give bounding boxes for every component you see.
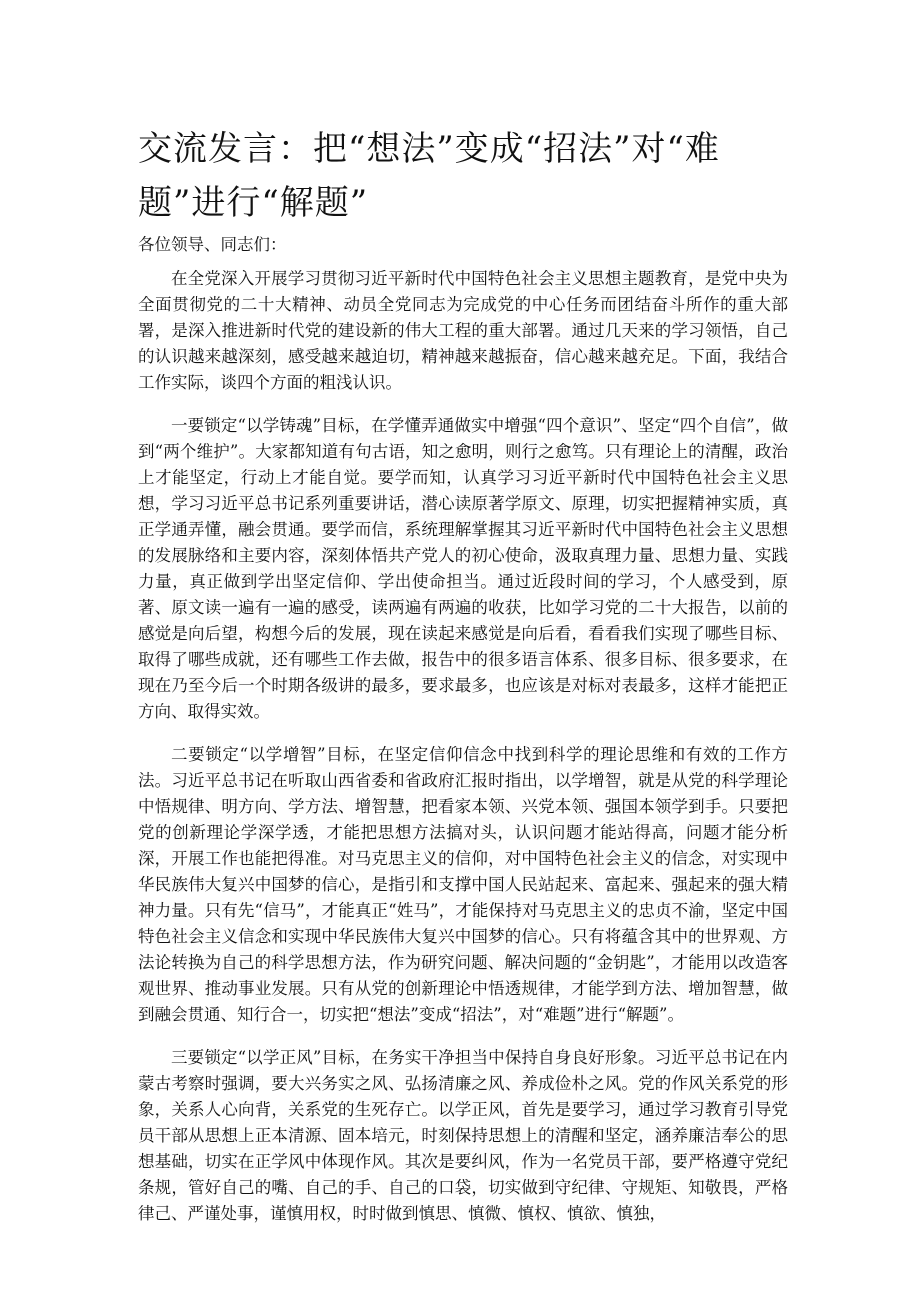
document-title: 交流发言：把“想法”变成“招法”对“难题”进行“解题” [138,129,720,223]
paragraph-intro: 在全党深入开展学习贯彻习近平新时代中国特色社会主义思想主题教育，是党中央为全面贯彻党的二十大精神、动员全党同志为完成党的中心任务而团结奋斗所作的重大部署，是深入推进新时代党的建设新的伟大工程的重大部署。通过几天来的学习领悟，自己的认识越来越深刻，感受越来越迫切，精神越来越振奋，信心越来越充足。下面，我结合工作实际，谈四个方面的粗浅认识。 [138,269,788,392]
salutation: 各位领导、同志们： [138,235,287,254]
paragraph-third-point: 三要锁定“以学正风”目标，在务实干净担当中保持自身良好形象。习近平总书记在内蒙古考察时强调，要大兴务实之风、弘扬清廉之风、养成俭朴之风。党的作风关系党的形象，关系人心向背，关系党的生死存亡。以学正风，首先是要学习，通过学习教育引导党员干部从思想上正本清源、固本培元，时刻保持思想上的清醒和坚定，涵养廉洁奉公的思想基础，切实在正学风中体现作风。其次是要纠风，作为一名党员干部，要严格遵守党纪条规，管好自己的嘴、自己的手、自己的口袋，切实做到守纪律、守规矩、知敬畏，严格律己、严谨处事，谨慎用权，时时做到慎思、慎微、慎权、慎欲、慎独， [138,1048,788,1223]
paragraph-second-point: 二要锁定“以学增智”目标，在坚定信仰信念中找到科学的理论思维和有效的工作方法。习近平总书记在听取山西省委和省政府汇报时指出，以学增智，就是从党的科学理论中悟规律、明方向、学方法、增智慧，把看家本领、兴党本领、强国本领学到手。只要把党的创新理论学深学透，才能把思想方法搞对头，认识问题才能站得高，问题才能分析深，开展工作也能把得准。对马克思主义的信仰，对中国特色社会主义的信念，对实现中华民族伟大复兴中国梦的信心，是指引和支撑中国人民站起来、富起来、强起来的强大精神力量。只有先“信马”，才能真正“姓马”，才能保持对马克思主义的忠贞不渝，坚定中国特色社会主义信念和实现中华民族伟大复兴中国梦的信心。只有将蕴含其中的世界观、方法论转换为自己的科学思想方法，作为研究问题、解决问题的“金钥匙”，才能用以改造客观世界、推动事业发展。只有从党的创新理论中悟透规律，才能学到方法、增加智慧，做到融会贯通、知行合一，切实把“想法”变成“招法”，对“难题”进行“解题”。 [138,745,788,1024]
paragraph-first-point: 一要锁定“以学铸魂”目标，在学懂弄通做实中增强“四个意识”、坚定“四个自信”，做到“两个维护”。大家都知道有句古语，知之愈明，则行之愈笃。只有理论上的清醒，政治上才能坚定，行动上才能自觉。要学而知，认真学习习近平新时代中国特色社会主义思想，学习习近平总书记系列重要讲话，潜心读原著学原文、原理，切实把握精神实质，真正学通弄懂，融会贯通。要学而信，系统理解掌握其习近平新时代中国特色社会主义思想的发展脉络和主要内容，深刻体悟共产党人的初心使命，汲取真理力量、思想力量、实践力量，真正做到学出坚定信仰、学出使命担当。通过近段时间的学习，个人感受到，原著、原文读一遍有一遍的感受，读两遍有两遍的收获，比如学习党的二十大报告，以前的感觉是向后望，构想今后的发展，现在读起来感觉是向后看，看看我们实现了哪些目标、取得了哪些成就，还有哪些工作去做，报告中的很多语言体系、很多目标、很多要求，在现在乃至今后一个时期各级讲的最多，要求最多，也应该是对标对表最多，这样才能把正方向、取得实效。 [138,416,788,721]
document-body [138,266,788,1244]
